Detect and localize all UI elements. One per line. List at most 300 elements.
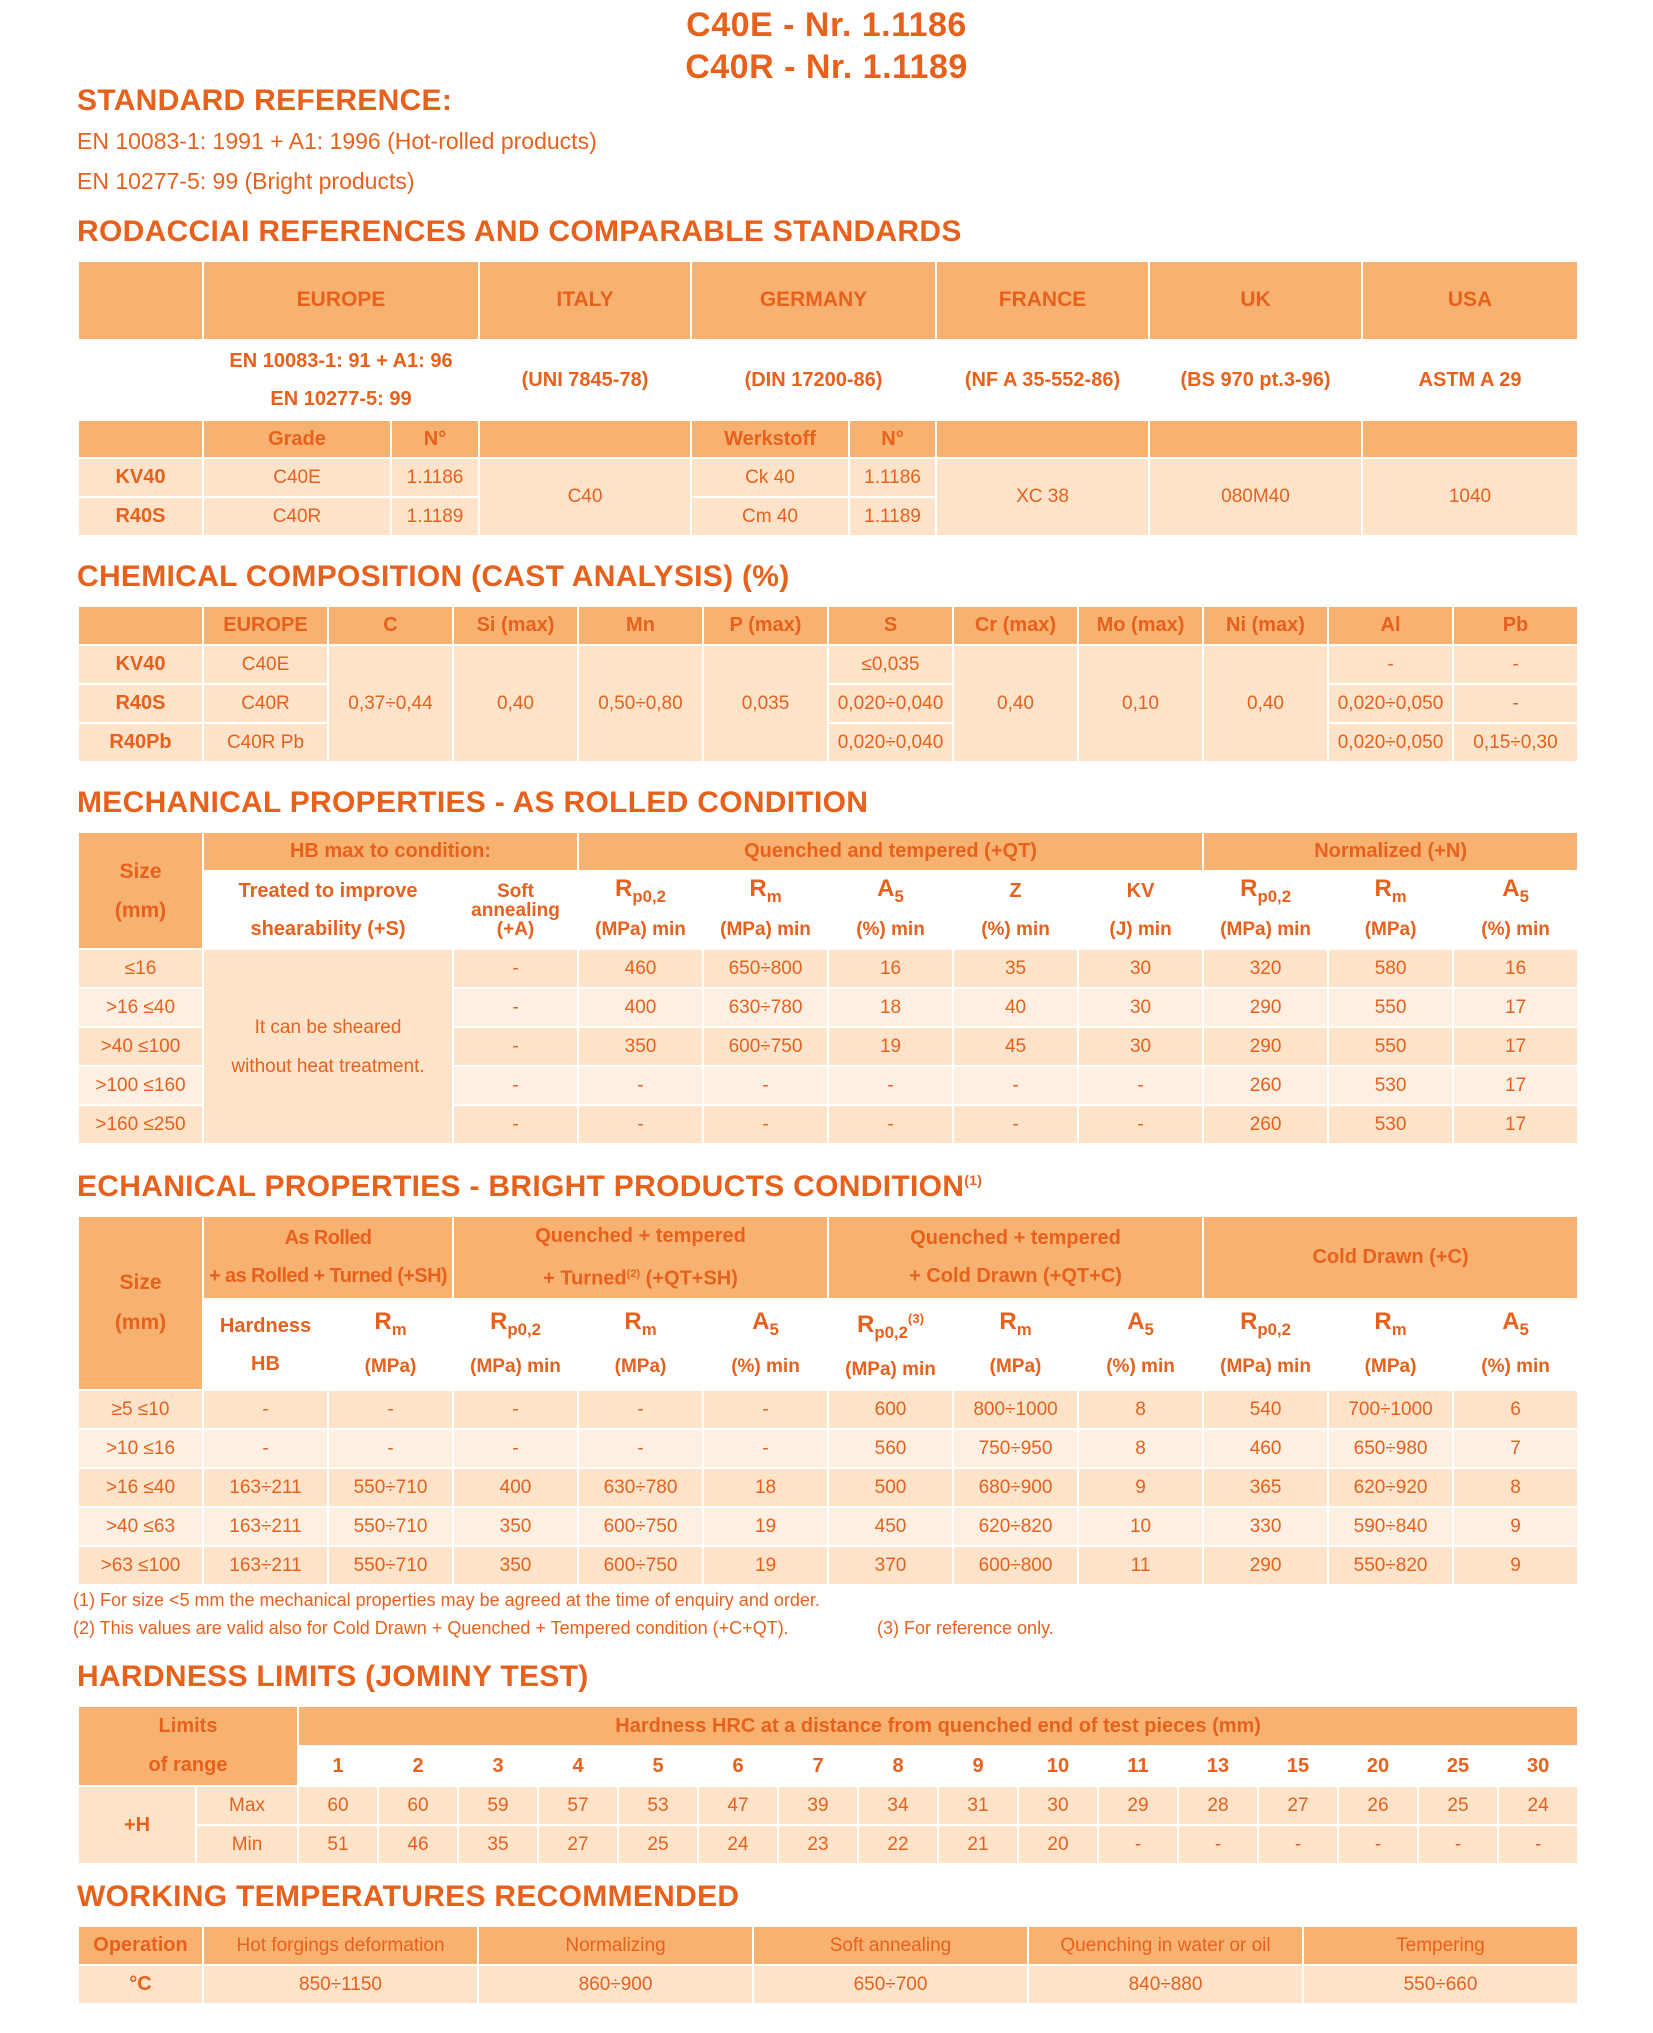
min-hardness-cell: 23 <box>778 1825 858 1864</box>
hardness-line2: HB <box>251 1352 280 1375</box>
n-rp-header <box>1203 871 1328 911</box>
chem-s: 0,020÷0,040 <box>828 723 953 762</box>
distance-cell: 2 <box>378 1746 458 1786</box>
rm2-cell: - <box>578 1429 703 1468</box>
country-france: FRANCE <box>936 261 1149 340</box>
rm4-cell: 650÷980 <box>1328 1429 1453 1468</box>
hb-condition-header: HB max to condition: <box>203 832 578 871</box>
rm4-header <box>1328 1299 1453 1391</box>
a-cell: - <box>828 1105 953 1144</box>
a-symbol: A <box>1502 875 1520 903</box>
kv-cell: - <box>1078 1105 1203 1144</box>
rp-cell: 400 <box>578 988 703 1027</box>
table-row <box>78 1507 1578 1546</box>
rp4-cell: 540 <box>1203 1390 1328 1429</box>
size-cell: >160 ≤250 <box>78 1105 203 1144</box>
comparable-heading: RODACCIAI REFERENCES AND COMPARABLE STANDARDS <box>77 215 962 248</box>
rm1-cell: - <box>328 1429 453 1468</box>
table-row <box>78 1390 1578 1429</box>
temperature-cell: 840÷880 <box>1028 1965 1303 2004</box>
rm1-cell: - <box>328 1390 453 1429</box>
rm3-cell: 620÷820 <box>953 1507 1078 1546</box>
operation-cell: Quenching in water or oil <box>1028 1926 1303 1965</box>
unit-pct-min: (%) min <box>1106 1356 1175 1378</box>
size-cell: >16 ≤40 <box>78 988 203 1027</box>
rp-symbol: R <box>1240 1307 1258 1335</box>
rp-subscript: p0,2 <box>507 1319 541 1339</box>
rm3-header <box>953 1299 1078 1391</box>
a2-cell: - <box>703 1429 828 1468</box>
germany-standard: (DIN 17200-86) <box>691 340 936 420</box>
max-hardness-cell: 59 <box>458 1786 538 1825</box>
z-header: Z <box>953 871 1078 911</box>
unit-mpa-min: (MPa) min <box>703 911 828 949</box>
distance-cell: 10 <box>1018 1746 1098 1786</box>
n-rp-cell: 290 <box>1203 988 1328 1027</box>
size-cell: >100 ≤160 <box>78 1066 203 1105</box>
qt-cold-line1: Quenched + tempered <box>910 1227 1121 1250</box>
rp4-cell: 365 <box>1203 1468 1328 1507</box>
unit-pct-min: (%) min <box>953 911 1078 949</box>
z-cell: 35 <box>953 949 1078 988</box>
mech-bright-heading-sup: (1) <box>964 1172 983 1188</box>
rm-symbol: R <box>749 875 767 903</box>
hb-cell: 163÷211 <box>203 1468 328 1507</box>
normalized-header: Normalized (+N) <box>1203 832 1578 871</box>
min-hardness-cell: 24 <box>698 1825 778 1864</box>
rm3-cell: 800÷1000 <box>953 1390 1078 1429</box>
kv-cell: 30 <box>1078 1027 1203 1066</box>
temperature-cell: 550÷660 <box>1303 1965 1578 2004</box>
chemical-heading: CHEMICAL COMPOSITION (CAST ANALYSIS) (%) <box>77 560 790 593</box>
distance-cell: 7 <box>778 1746 858 1786</box>
as-rolled-line2: + as Rolled + Turned (+SH) <box>209 1265 447 1288</box>
limits-line1: Limits <box>158 1715 218 1737</box>
mech-rolled-table <box>77 831 1579 1145</box>
footnote-1: (1) For size <5 mm the mechanical properties may be agreed at the time of enquiry and order. <box>73 1590 820 1610</box>
chem-code: KV40 <box>78 645 203 684</box>
n-rm-header <box>1328 871 1453 911</box>
rm-header <box>703 871 828 911</box>
n-a-cell: 17 <box>1453 1027 1578 1066</box>
unit-mpa: (MPa) <box>989 1356 1042 1378</box>
chem-header-europe: EUROPE <box>203 606 328 645</box>
grade-cell: C40R <box>203 497 391 536</box>
kv-header: KV <box>1078 871 1203 911</box>
min-hardness-cell: - <box>1338 1825 1418 1864</box>
a3-cell: 9 <box>1078 1468 1203 1507</box>
shear-line1: It can be sheared <box>254 1016 402 1038</box>
a3-cell: 8 <box>1078 1429 1203 1468</box>
france-grade: XC 38 <box>936 458 1149 536</box>
standard-reference-heading: STANDARD REFERENCE: <box>77 84 453 117</box>
a2-cell: 19 <box>703 1546 828 1585</box>
distance-cell: 13 <box>1178 1746 1258 1786</box>
table-row <box>78 1546 1578 1585</box>
rm-symbol: R <box>1374 1307 1392 1335</box>
rm-subscript: m <box>641 1319 657 1339</box>
hb-cell: - <box>203 1429 328 1468</box>
size-cell: >63 ≤100 <box>78 1546 203 1585</box>
chem-header-pb: Pb <box>1453 606 1578 645</box>
rm-subscript: m <box>1016 1319 1032 1339</box>
size-label: Size <box>119 1271 162 1295</box>
soft-cell: - <box>453 988 578 1027</box>
chem-s: ≤0,035 <box>828 645 953 684</box>
rp2-header <box>453 1299 578 1391</box>
rp4-cell: 330 <box>1203 1507 1328 1546</box>
rp2-cell: - <box>453 1429 578 1468</box>
max-hardness-cell: 60 <box>298 1786 378 1825</box>
min-hardness-cell: 22 <box>858 1825 938 1864</box>
usa-grade: 1040 <box>1362 458 1578 536</box>
standard-reference-line2: EN 10277-5: 99 (Bright products) <box>77 168 415 194</box>
min-hardness-cell: - <box>1258 1825 1338 1864</box>
max-hardness-cell: 57 <box>538 1786 618 1825</box>
n-a-cell: 17 <box>1453 988 1578 1027</box>
rp-cell: 460 <box>578 949 703 988</box>
werkstoff-cell: Ck 40 <box>691 458 849 497</box>
soft-annealing-header <box>453 871 578 949</box>
a-subscript: 5 <box>1144 1319 1154 1339</box>
number-cell: 1.1186 <box>391 458 479 497</box>
n-rp-cell: 320 <box>1203 949 1328 988</box>
working-heading: WORKING TEMPERATURES RECOMMENDED <box>77 1880 740 1913</box>
unit-mpa-min: (MPa) min <box>578 911 703 949</box>
operation-label: Operation <box>78 1926 203 1965</box>
unit-mpa-min: (MPa) min <box>470 1356 561 1378</box>
soft-line1: Soft <box>497 880 534 902</box>
rm1-cell: 550÷710 <box>328 1546 453 1585</box>
operation-cell: Tempering <box>1303 1926 1578 1965</box>
rp3-cell: 500 <box>828 1468 953 1507</box>
country-uk: UK <box>1149 261 1362 340</box>
limits-header <box>78 1706 298 1786</box>
n-rp-cell: 290 <box>1203 1027 1328 1066</box>
distance-cell: 20 <box>1338 1746 1418 1786</box>
footnote-3: (3) For reference only. <box>877 1618 1054 1638</box>
max-hardness-cell: 47 <box>698 1786 778 1825</box>
hb-cell: 163÷211 <box>203 1507 328 1546</box>
hrc-header: Hardness HRC at a distance from quenched end of test pieces (mm) <box>298 1706 1578 1746</box>
n-rm-cell: 580 <box>1328 949 1453 988</box>
unit-pct-min: (%) min <box>1453 911 1578 949</box>
rp3-header <box>828 1299 953 1391</box>
a4-cell: 8 <box>1453 1468 1578 1507</box>
rp3-cell: 560 <box>828 1429 953 1468</box>
rm2-cell: - <box>578 1390 703 1429</box>
rm3-cell: 680÷900 <box>953 1468 1078 1507</box>
chem-header-ni: Ni (max) <box>1203 606 1328 645</box>
distance-cell: 30 <box>1498 1746 1578 1786</box>
rp-header <box>578 871 703 911</box>
table-row <box>78 1429 1578 1468</box>
rm1-cell: 550÷710 <box>328 1507 453 1546</box>
rm4-cell: 620÷920 <box>1328 1468 1453 1507</box>
a-symbol: A <box>877 875 895 903</box>
qt-turned-line2b: (+QT+SH) <box>640 1267 738 1290</box>
as-rolled-line1: As Rolled <box>284 1227 372 1250</box>
n-a-cell: 17 <box>1453 1066 1578 1105</box>
rm1-header <box>328 1299 453 1391</box>
rp-cell: - <box>578 1105 703 1144</box>
uk-grade: 080M40 <box>1149 458 1362 536</box>
qt-cold-drawn-header <box>828 1216 1203 1299</box>
unit-mpa: (MPa) <box>614 1356 667 1378</box>
rp-subscript: p0,2 <box>1257 886 1292 906</box>
mm-label: (mm) <box>114 1311 167 1335</box>
mech-bright-heading-text: ECHANICAL PROPERTIES - BRIGHT PRODUCTS CONDITION <box>77 1170 965 1203</box>
unit-mpa-min: (MPa) min <box>1203 911 1328 949</box>
rm-cell: - <box>703 1105 828 1144</box>
chem-header-cr: Cr (max) <box>953 606 1078 645</box>
rm3-cell: 750÷950 <box>953 1429 1078 1468</box>
max-hardness-cell: 39 <box>778 1786 858 1825</box>
country-usa: USA <box>1362 261 1578 340</box>
distance-cell: 9 <box>938 1746 1018 1786</box>
rm-symbol: R <box>624 1307 642 1335</box>
size-cell: >10 ≤16 <box>78 1429 203 1468</box>
chemical-table <box>77 605 1579 763</box>
distance-cell: 1 <box>298 1746 378 1786</box>
unit-pct-min: (%) min <box>731 1356 800 1378</box>
qt-turned-line2a: + Turned <box>543 1267 627 1290</box>
temperature-cell: 850÷1150 <box>203 1965 478 2004</box>
rm-cell: 600÷750 <box>703 1027 828 1066</box>
rp2-cell: 350 <box>453 1507 578 1546</box>
size-label: Size <box>119 859 162 883</box>
chem-si-value: 0,40 <box>453 645 578 762</box>
standard-reference-line1: EN 10083-1: 1991 + A1: 1996 (Hot-rolled products) <box>77 128 597 154</box>
z-cell: - <box>953 1066 1078 1105</box>
chem-s: 0,020÷0,040 <box>828 684 953 723</box>
qt-turned-sup: (2) <box>626 1268 641 1280</box>
chem-cr-value: 0,40 <box>953 645 1078 762</box>
z-cell: - <box>953 1105 1078 1144</box>
min-hardness-cell: - <box>1418 1825 1498 1864</box>
n2-label: N° <box>849 420 936 458</box>
n-rm-cell: 530 <box>1328 1066 1453 1105</box>
distance-cell: 4 <box>538 1746 618 1786</box>
chem-pb: - <box>1453 684 1578 723</box>
a2-header <box>703 1299 828 1391</box>
n-rm-cell: 550 <box>1328 988 1453 1027</box>
rm-cell: 630÷780 <box>703 988 828 1027</box>
operation-cell: Hot forgings deformation <box>203 1926 478 1965</box>
mm-label: (mm) <box>114 898 167 922</box>
max-hardness-cell: 27 <box>1258 1786 1338 1825</box>
unit-j-min: (J) min <box>1078 911 1203 949</box>
rm-subscript: m <box>766 886 782 906</box>
chem-header-p: P (max) <box>703 606 828 645</box>
chem-code: R40Pb <box>78 723 203 762</box>
chem-europe: C40E <box>203 645 328 684</box>
max-hardness-cell: 28 <box>1178 1786 1258 1825</box>
n-rp-cell: 260 <box>1203 1066 1328 1105</box>
rp-symbol: R <box>856 1310 875 1338</box>
doc-title-line2: C40R - Nr. 1.1189 <box>685 48 968 86</box>
a2-cell: 18 <box>703 1468 828 1507</box>
unit-mpa-min: (MPa) min <box>1220 1356 1311 1378</box>
qt-turned-line2 <box>454 1255 827 1298</box>
rm-symbol: R <box>1374 875 1392 903</box>
unit-mpa: (MPa) <box>1328 911 1453 949</box>
max-label: Max <box>196 1786 298 1825</box>
kv-cell: 30 <box>1078 988 1203 1027</box>
max-hardness-cell: 24 <box>1498 1786 1578 1825</box>
rm4-cell: 590÷840 <box>1328 1507 1453 1546</box>
chem-europe: C40R <box>203 684 328 723</box>
mech-bright-table <box>77 1215 1579 1586</box>
rp-sup3: (3) <box>907 1310 925 1326</box>
jominy-table <box>77 1705 1579 1865</box>
n-rp-cell: 260 <box>1203 1105 1328 1144</box>
min-hardness-cell: - <box>1098 1825 1178 1864</box>
n-rm-cell: 550 <box>1328 1027 1453 1066</box>
rm-subscript: m <box>1391 1319 1407 1339</box>
rp3-cell: 450 <box>828 1507 953 1546</box>
europe-standard-1: EN 10083-1: 91 + A1: 96 <box>229 350 453 372</box>
max-hardness-cell: 29 <box>1098 1786 1178 1825</box>
a4-cell: 7 <box>1453 1429 1578 1468</box>
distance-cell: 8 <box>858 1746 938 1786</box>
a-cell: - <box>828 1066 953 1105</box>
italy-grade: C40 <box>479 458 691 536</box>
chem-europe: C40R Pb <box>203 723 328 762</box>
a-subscript: 5 <box>894 886 904 906</box>
treated-header <box>203 871 453 949</box>
werkstoff-cell: Cm 40 <box>691 497 849 536</box>
distance-cell: 3 <box>458 1746 538 1786</box>
unit-pct-min: (%) min <box>1481 1356 1550 1378</box>
a-header <box>828 871 953 911</box>
a-subscript: 5 <box>1519 886 1529 906</box>
soft-line3: (+A) <box>496 918 535 940</box>
min-hardness-cell: 46 <box>378 1825 458 1864</box>
n-rm-cell: 530 <box>1328 1105 1453 1144</box>
hb-cell: 163÷211 <box>203 1546 328 1585</box>
chem-pb: 0,15÷0,30 <box>1453 723 1578 762</box>
rm-symbol: R <box>374 1307 392 1335</box>
min-label: Min <box>196 1825 298 1864</box>
footnote-2: (2) This values are valid also for Cold Drawn + Quenched + Tempered condition (+C+QT). <box>73 1618 789 1638</box>
soft-cell: - <box>453 949 578 988</box>
as-rolled-header <box>203 1216 453 1299</box>
country-germany: GERMANY <box>691 261 936 340</box>
a4-cell: 9 <box>1453 1507 1578 1546</box>
mech-rolled-heading: MECHANICAL PROPERTIES - AS ROLLED CONDITION <box>77 786 869 819</box>
chem-header-al: Al <box>1328 606 1453 645</box>
unit-mpa: (MPa) <box>364 1356 417 1378</box>
a4-cell: 6 <box>1453 1390 1578 1429</box>
max-hardness-cell: 60 <box>378 1786 458 1825</box>
soft-cell: - <box>453 1066 578 1105</box>
operation-cell: Soft annealing <box>753 1926 1028 1965</box>
a2-cell: - <box>703 1390 828 1429</box>
rp2-cell: - <box>453 1390 578 1429</box>
rm2-cell: 600÷750 <box>578 1546 703 1585</box>
rm2-header <box>578 1299 703 1391</box>
kv-cell: - <box>1078 1066 1203 1105</box>
rm-cell: 650÷800 <box>703 949 828 988</box>
max-hardness-cell: 31 <box>938 1786 1018 1825</box>
table-row <box>78 949 1578 988</box>
chem-header-si: Si (max) <box>453 606 578 645</box>
mech-bright-heading <box>77 1170 982 1204</box>
min-hardness-cell: 21 <box>938 1825 1018 1864</box>
chem-mn-value: 0,50÷0,80 <box>578 645 703 762</box>
limits-line2: of range <box>148 1754 228 1776</box>
comparable-table <box>77 260 1579 537</box>
temperature-cell: 860÷900 <box>478 1965 753 2004</box>
werkstoff-number-cell: 1.1189 <box>849 497 936 536</box>
chem-code: R40S <box>78 684 203 723</box>
country-italy: ITALY <box>479 261 691 340</box>
rm2-cell: 600÷750 <box>578 1507 703 1546</box>
italy-standard: (UNI 7845-78) <box>479 340 691 420</box>
chem-al: 0,020÷0,050 <box>1328 684 1453 723</box>
code-r40s: R40S <box>78 497 203 536</box>
min-hardness-cell: 27 <box>538 1825 618 1864</box>
shear-note <box>203 949 453 1144</box>
a3-cell: 10 <box>1078 1507 1203 1546</box>
n-a-cell: 16 <box>1453 949 1578 988</box>
chem-mo-value: 0,10 <box>1078 645 1203 762</box>
a4-cell: 9 <box>1453 1546 1578 1585</box>
min-hardness-cell: 51 <box>298 1825 378 1864</box>
distance-cell: 15 <box>1258 1746 1338 1786</box>
kv-cell: 30 <box>1078 949 1203 988</box>
rm-subscript: m <box>391 1319 407 1339</box>
qt-cold-line2: + Cold Drawn (+QT+C) <box>909 1265 1122 1288</box>
rp-symbol: R <box>615 875 633 903</box>
table-row <box>78 1468 1578 1507</box>
soft-line2: annealing <box>471 899 560 921</box>
size-cell: >16 ≤40 <box>78 1468 203 1507</box>
a-subscript: 5 <box>1519 1319 1529 1339</box>
unit-mpa: (MPa) <box>1364 1356 1417 1378</box>
size-cell: ≥5 ≤10 <box>78 1390 203 1429</box>
a-cell: 18 <box>828 988 953 1027</box>
rp4-cell: 460 <box>1203 1429 1328 1468</box>
werkstoff-number-cell: 1.1186 <box>849 458 936 497</box>
rp-symbol: R <box>490 1307 508 1335</box>
a-subscript: 5 <box>769 1319 779 1339</box>
chem-header-mn: Mn <box>578 606 703 645</box>
chem-al: - <box>1328 645 1453 684</box>
soft-cell: - <box>453 1027 578 1066</box>
chem-header-c: C <box>328 606 453 645</box>
size-cell: >40 ≤100 <box>78 1027 203 1066</box>
operation-cell: Normalizing <box>478 1926 753 1965</box>
rm4-cell: 550÷820 <box>1328 1546 1453 1585</box>
a-symbol: A <box>752 1307 770 1335</box>
chem-header-mo: Mo (max) <box>1078 606 1203 645</box>
rp-cell: 350 <box>578 1027 703 1066</box>
rp-cell: - <box>578 1066 703 1105</box>
min-hardness-cell: 20 <box>1018 1825 1098 1864</box>
rp4-header <box>1203 1299 1328 1391</box>
n-a-header <box>1453 871 1578 911</box>
unit-pct-min: (%) min <box>828 911 953 949</box>
mech-size-header <box>78 832 203 949</box>
country-europe: EUROPE <box>203 261 479 340</box>
hardness-header <box>203 1299 328 1391</box>
rp2-cell: 350 <box>453 1546 578 1585</box>
rp4-cell: 290 <box>1203 1546 1328 1585</box>
chem-p-value: 0,035 <box>703 645 828 762</box>
werkstoff-label: Werkstoff <box>691 420 849 458</box>
